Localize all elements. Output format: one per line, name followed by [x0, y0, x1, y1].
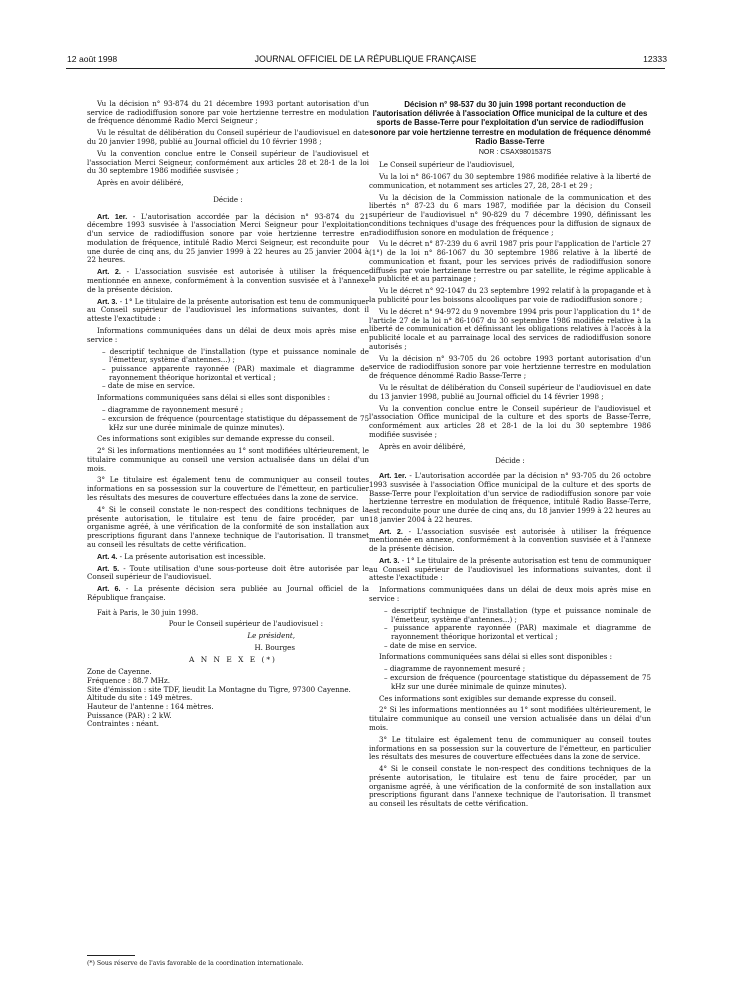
info-nodelay-list [87, 406, 369, 432]
list-item: – puissance apparente rayonnée (PAR) maximale et diagramme de rayonnement théorique horizontal et vertical ; [87, 365, 369, 382]
vu-paragraph: Vu la convention conclue entre le Conseil supérieur de l'audiovisuel et l'association Office municipal de la culture et des sports de Basse-Terre, conformément aux articles 28 et 28-1 de la loi du 30 septembre 1986 modifiée susvisée ; [369, 403, 651, 439]
article-text: - La présente autorisation est incessible. [117, 551, 266, 561]
footnote-rule [87, 955, 135, 956]
article-3 [369, 557, 651, 583]
article-label: Art. 3. [379, 555, 400, 565]
vu-paragraph: Vu le décret n° 87-239 du 6 avril 1987 pris pour l'application de l'article 27 (1°) de la loi n° 86-1067 du 30 septembre 1986 relative à la liberté de communication et fixant, pour les services privés de radiodiffusion sonore diffusés par voie hertzienne terrestre ou par satellite, le régime applicable à la publicité et au parrainage ; [369, 239, 651, 284]
annexe-item: Zone de Cayenne. [87, 667, 152, 677]
signature-role: Le président, [247, 631, 295, 641]
exigible-paragraph: Ces informations sont exigibles sur demande expresse du conseil. [97, 434, 335, 444]
signature-name: H. Bourges [254, 643, 295, 653]
paragraph-2: 2° Si les informations mentionnées au 1° sont modifiées ultérieurement, le titulaire communique au conseil une version actualisée dans un délai d'un mois. [87, 446, 369, 473]
signature-title [87, 632, 369, 641]
annexe-title: A N N E X E (*) [189, 655, 277, 665]
vu-paragraph: Vu le décret n° 92-1047 du 23 septembre 1992 relatif à la propagande et à la publicité pour les boissons alcooliques par voie de radiodiffusion sonore ; [369, 286, 651, 304]
vu-paragraph: Vu la décision n° 93-874 du 21 décembre 1993 portant autorisation d'un service de radiodiffusion sonore par voie hertzienne terrestre en modulation de fréquence dénommé Radio Merci Seigneur ; [87, 99, 369, 126]
article-text: - 1° Le titulaire de la présente autorisation est tenu de communiquer au Conseil supérieur de l'audiovisuel les informations suivantes, dont il atteste l'exactitude : [369, 555, 651, 583]
article-4 [87, 553, 369, 562]
article-text: - 1° Le titulaire de la présente autorisation est tenu de communiquer au Conseil supérieur de l'audiovisuel les informations suivantes, dont il atteste l'exactitude : [87, 296, 369, 324]
vu-paragraph: Après en avoir délibéré, [97, 178, 184, 188]
header-rule [66, 68, 665, 69]
article-1 [369, 472, 651, 524]
annexe-item: Contraintes : néant. [87, 719, 159, 729]
article-label: Art. 5. [97, 563, 120, 573]
vu-paragraph: Vu le décret n° 94-972 du 9 novembre 1994 pris pour l'application du 1° de l'article 27 de la loi n° 86-1067 du 30 septembre 1986 modifiée relative à la liberté de communication et définissant les obligations relatives à l'accès à la publicité locale et au parrainage local des services de radiodiffusion sonore autorisés ; [369, 306, 651, 351]
article-2 [369, 528, 651, 554]
article-text: - L'autorisation accordée par la décision n° 93-705 du 26 octobre 1993 susvisée à l'association Office municipal de la culture et des sports de Basse-Terre pour l'exploitation d'un service de radiodiffusion sonore par voie hertzienne terrestre en modulation de fréquence, intitulé Radio Basse-Terre, est reconduite pour une durée de cinq ans, du 18 janvier 1999 à 22 heures au 18 janvier 2004 à 22 heures. [369, 471, 651, 524]
list-item: – diagramme de rayonnement mesuré ; [369, 665, 651, 674]
left-column [87, 100, 369, 729]
info-nodelay-list [369, 665, 651, 691]
article-label: Art. 3. [97, 296, 118, 306]
info-delay-list [87, 348, 369, 392]
article-text: - L'association susvisée est autorisée à utiliser la fréquence mentionnée en annexe, conformément à la convention susvisée et à l'annexe de la présente décision. [369, 526, 651, 554]
info-nodelay: Informations communiquées sans délai si elles sont disponibles : [97, 393, 331, 403]
paragraph-3: 3° Le titulaire est également tenu de communiquer au conseil toutes informations en sa possession sur la couverture de l'émetteur, en particulier les résultats des mesures de couverture effectuées dans la zone de service. [87, 475, 369, 502]
info-nodelay: Informations communiquées sans délai si elles sont disponibles : [379, 652, 613, 662]
list-item: – descriptif technique de l'installation (type et puissance nominale de l'émetteur, système d'antennes...) ; [369, 607, 651, 624]
vu-paragraph: Vu la décision n° 93-705 du 26 octobre 1993 portant autorisation d'un service de radiodiffusion sonore par voie hertzienne terrestre en modulation de fréquence dénommé Radio Basse-Terre ; [369, 353, 651, 381]
article-text: - L'autorisation accordée par la décision n° 93-874 du 21 décembre 1993 susvisée à l'association Merci Seigneur pour l'exploitation d'un service de radiodiffusion sonore par voie hertzienne terrestre en modulation de fréquence, intitulé Radio Merci Seigneur, est reconduite pour une durée de cinq ans, du 25 janvier 1999 à 22 heures au 25 janvier 2004 à 22 heures. [87, 211, 369, 265]
annexe-list [87, 668, 369, 729]
info-delay: Informations communiquées dans un délai de deux mois après mise en service : [369, 585, 651, 603]
vu-paragraph: Le Conseil supérieur de l'audiovisuel, [379, 160, 515, 170]
list-item: – date de mise en service. [87, 382, 369, 391]
list-item: – puissance apparente rayonnée (PAR) maximale et diagramme de rayonnement théorique horizontal et vertical ; [369, 624, 651, 641]
article-3 [87, 298, 369, 324]
vu-paragraph: Après en avoir délibéré, [379, 441, 466, 451]
list-item: – descriptif technique de l'installation (type et puissance nominale de l'émetteur, système d'antennes...) ; [87, 348, 369, 365]
exigible-paragraph: Ces informations sont exigibles sur demande expresse du conseil. [379, 693, 617, 703]
page-number: 12333 [643, 54, 667, 64]
article-text: - L'association susvisée est autorisée à utiliser la fréquence mentionnée en annexe, conformément à la convention susvisée et à l'annexe de la présente décision. [87, 267, 369, 294]
vu-paragraph: Vu le résultat de délibération du Conseil supérieur de l'audiovisuel en date du 13 janvier 1998, publié au Journal officiel du 14 février 1998 ; [369, 382, 651, 401]
vu-paragraph: Vu la loi n° 86-1067 du 30 septembre 1986 modifiée relative à la liberté de communication, et notamment ses articles 27, 28, 28-1 et 29 ; [369, 172, 651, 190]
article-6 [87, 585, 369, 602]
paragraph-2: 2° Si les informations mentionnées au 1° sont modifiées ultérieurement, le titulaire communique au conseil une version actualisée dans un délai d'un mois. [369, 705, 651, 732]
list-item: – excursion de fréquence (pourcentage statistique du dépassement de 75 kHz sur une durée minimale de quinze minutes). [87, 415, 369, 432]
annexe-item: Fréquence : 88.7 MHz. [87, 675, 170, 685]
vu-paragraph: Vu la décision de la Commission nationale de la communication et des libertés n° 87-23 du 6 mars 1987, modifiée par la décision du Conseil supérieur de l'audiovisuel n° 90-829 du 7 décembre 1990, définissant les conditions techniques d'usage des fréquences pour la diffusion de signaux de radiodiffusion sonore en modulation de fréquence ; [369, 192, 651, 237]
paragraph-4: 4° Si le conseil constate le non-respect des conditions techniques de la présente autorisation, le titulaire est tenu de faire procéder, par un organisme agréé, à une vérification de la conformité de son installation aux prescriptions figurant dans l'annexe technique de l'autorisation. Il transmet au conseil les résultats de cette vérification. [369, 764, 651, 809]
nor-reference: NOR : CSAX9801537S [478, 149, 552, 157]
article-label: Art. 1er. [379, 471, 407, 481]
journal-title: JOURNAL OFFICIEL DE LA RÉPUBLIQUE FRANÇAISE [254, 54, 477, 64]
article-label: Art. 2. [379, 526, 403, 536]
header-date: 12 août 1998 [67, 54, 118, 64]
article-label: Art. 6. [97, 584, 121, 594]
vu-paragraph: Vu la convention conclue entre le Conseil supérieur de l'audiovisuel et l'association Merci Seigneur, conformément aux articles 28 et 28-1 de la loi du 30 septembre 1986 modifiée susvisée ; [87, 148, 369, 176]
article-text: - Toute utilisation d'une sous-porteuse doit être autorisée par le Conseil supérieur de l'audiovisuel. [87, 563, 369, 582]
info-delay-list [369, 607, 651, 651]
decision-title: Décision n° 98-537 du 30 juin 1998 portant reconduction de l'autorisation délivrée à l'association Office municipal de la culture et des sports de Basse-Terre pour l'exploitation d'un service de radiodiffusion sonore par voie hertzienne terrestre en modulation de fréquence dénommé Radio Basse-Terre [369, 100, 651, 146]
vu-paragraph: Vu le résultat de délibération du Conseil supérieur de l'audiovisuel en date du 20 janvier 1998, publié au Journal officiel du 10 février 1998 ; [87, 128, 369, 147]
article-label: Art. 4. [97, 551, 118, 561]
annexe-item: Site d'émission : site TDF, lieudit La Montagne du Tigre, 97300 Cayenne. [87, 684, 351, 694]
signature-line: Pour le Conseil supérieur de l'audiovisuel : [168, 619, 323, 629]
article-5 [87, 565, 369, 582]
paragraph-4: 4° Si le conseil constate le non-respect des conditions techniques de la présente autorisation, le titulaire est tenu de faire procéder, par un organisme agréé, à une vérification de la conformité de son installation aux prescriptions figurant dans l'annexe technique de l'autorisation. Il transmet au conseil les résultats de cette vérification. [87, 504, 369, 549]
list-item: – diagramme de rayonnement mesuré ; [87, 406, 369, 415]
footnote: (*) Sous réserve de l'avis favorable de la coordination internationale. [87, 960, 304, 967]
list-item: – excursion de fréquence (pourcentage statistique du dépassement de 75 kHz sur une durée minimale de quinze minutes). [369, 674, 651, 691]
list-item: – date de mise en service. [369, 642, 651, 651]
article-label: Art. 1er. [97, 211, 128, 221]
fait-a-paris: Fait à Paris, le 30 juin 1998. [97, 607, 199, 617]
annexe-item: Hauteur de l'antenne : 164 mètres. [87, 701, 214, 711]
article-label: Art. 2. [97, 267, 121, 277]
paragraph-3: 3° Le titulaire est également tenu de communiquer au conseil toutes informations en sa possession sur la couverture de l'émetteur, en particulier les résultats des mesures de couverture effectuées dans la zone de service. [369, 734, 651, 762]
annexe-item: Puissance (PAR) : 2 kW. [87, 710, 172, 720]
right-column [369, 100, 651, 812]
decide-heading: Décide : [213, 195, 243, 205]
annexe-item: Altitude du site : 149 mètres. [87, 693, 193, 703]
info-delay: Informations communiquées dans un délai de deux mois après mise en service : [87, 325, 369, 344]
decide-heading: Décide : [495, 456, 525, 466]
article-text: - La présente décision sera publiée au Journal officiel de la République française. [87, 584, 369, 602]
article-1 [87, 213, 369, 265]
article-2 [87, 268, 369, 294]
